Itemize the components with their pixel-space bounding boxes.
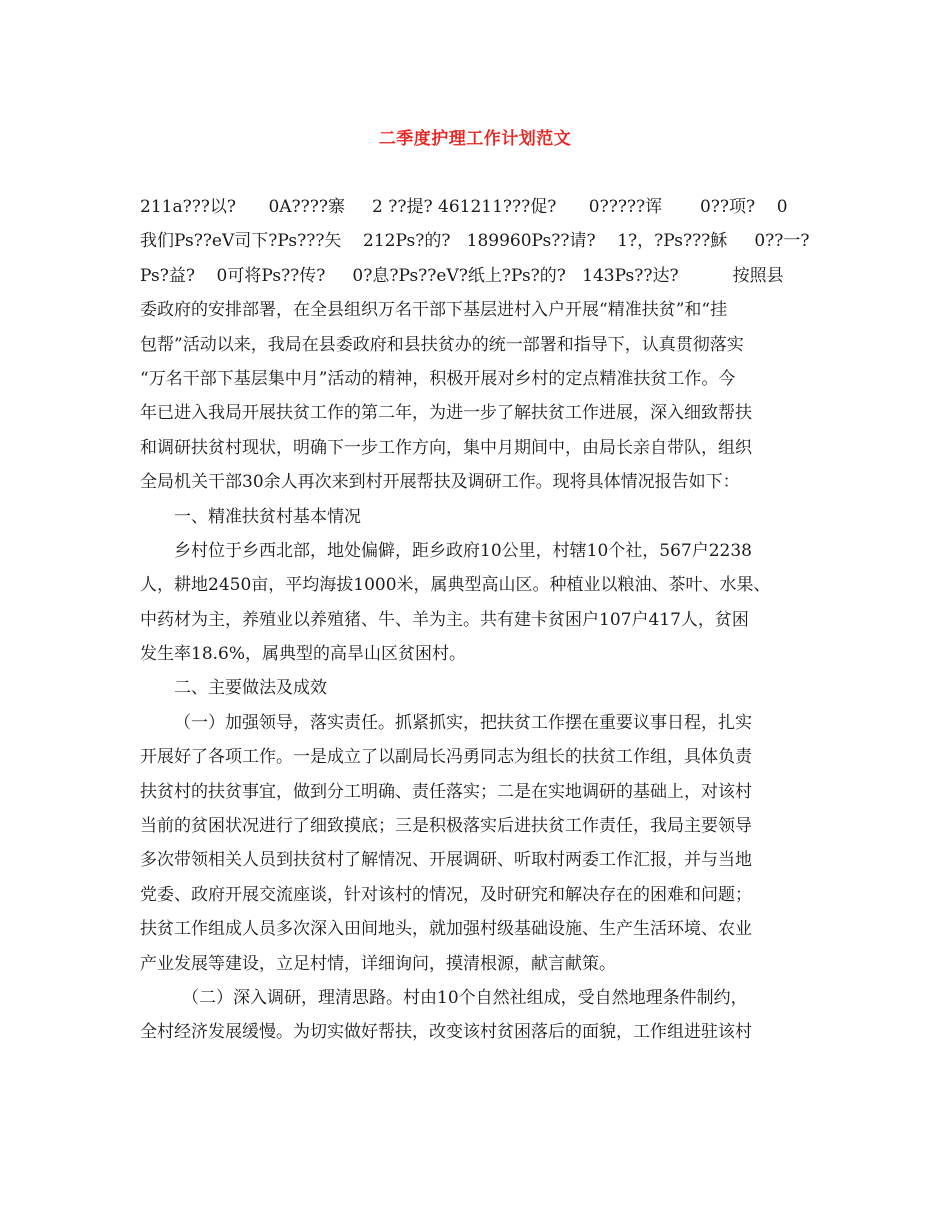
paragraph-line: （二）深入调研，理清思路。村由10个自然社组成，受自然地理条件制约， [182, 987, 748, 1008]
paragraph-line: 多次带领相关人员到扶贫村了解情况、开展调研、听取村两委工作汇报，并与当地 [140, 850, 752, 871]
paragraph-line: Ps?益? 0可将Ps??传? 0?息?Ps??eV?纸上?Ps?的? 143Ps??达? 按照县 [140, 265, 784, 286]
garbled-text-line: 我们Ps??eV司下?Ps???矢 212Ps?的? 189960Ps??请? 1?，?Ps???穌 0??一? [140, 231, 810, 252]
paragraph-line: 包帮”活动以来，我局在县委政府和县扶贫办的统一部署和指导下，认真贯彻落实 [140, 334, 744, 355]
section-heading: 一、精准扶贫村基本情况 [174, 506, 361, 527]
paragraph-line: 产业发展等建设，立足村情，详细询问，摸清根源，献言献策。 [140, 953, 616, 974]
section-heading: 二、主要做法及成效 [174, 678, 327, 699]
paragraph-line: 中药材为主，养殖业以养殖猪、牛、羊为主。共有建卡贫困户107户417人，贫困 [140, 609, 749, 630]
paragraph-line: （一）加强领导，落实责任。抓紧抓实，把扶贫工作摆在重要议事日程，扎实 [174, 712, 752, 733]
paragraph-line: 扶贫村的扶贫事宜，做到分工明确、责任落实；二是在实地调研的基础上，对该村 [140, 781, 752, 802]
document-title: 二季度护理工作计划范文 [378, 129, 572, 149]
paragraph-line: 扶贫工作组成人员多次深入田间地头，就加强村级基础设施、生产生活环境、农业 [140, 919, 752, 940]
paragraph-line: 全村经济发展缓慢。为切实做好帮扶，改变该村贫困落后的面貌，工作组进驻该村 [140, 1022, 752, 1043]
paragraph-line: 乡村位于乡西北部，地处偏僻，距乡政府10公里，村辖10个社，567户2238 [174, 540, 752, 561]
paragraph-line: 开展好了各项工作。一是成立了以副局长冯勇同志为组长的扶贫工作组，具体负责 [140, 747, 752, 768]
paragraph-line: “万名干部下基层集中月”活动的精神，积极开展对乡村的定点精准扶贫工作。今 [140, 368, 736, 389]
paragraph-line: 和调研扶贫村现状，明确下一步工作方向，集中月期间中，由局长亲自带队，组织 [140, 437, 752, 458]
paragraph-line: 年已进入我局开展扶贫工作的第二年，为进一步了解扶贫工作进展，深入细致帮扶 [140, 403, 752, 424]
paragraph-line: 发生率18.6%，属典型的高旱山区贫困村。 [140, 644, 467, 665]
garbled-text-line: 211a???以? 0A????寨 2 ??提? 461211???促? 0?????诨 0??项? 0 [140, 197, 788, 217]
paragraph-line: 全局机关干部30余人再次来到村开展帮扶及调研工作。现将具体情况报告如下： [140, 472, 740, 493]
paragraph-line: 人，耕地2450亩，平均海拔1000米，属典型高山区。种植业以粮油、茶叶、水果、 [140, 575, 771, 596]
document-body [140, 190, 813, 1050]
paragraph-line: 委政府的安排部署，在全县组织万名干部下基层进村入户开展“精准扶贫”和“挂 [140, 300, 728, 321]
paragraph-line: 党委、政府开展交流座谈，针对该村的情况，及时研究和解决存在的困难和问题； [140, 884, 752, 905]
paragraph-line: 当前的贫困状况进行了细致摸底；三是积极落实后进扶贫工作责任，我局主要领导 [140, 816, 752, 837]
